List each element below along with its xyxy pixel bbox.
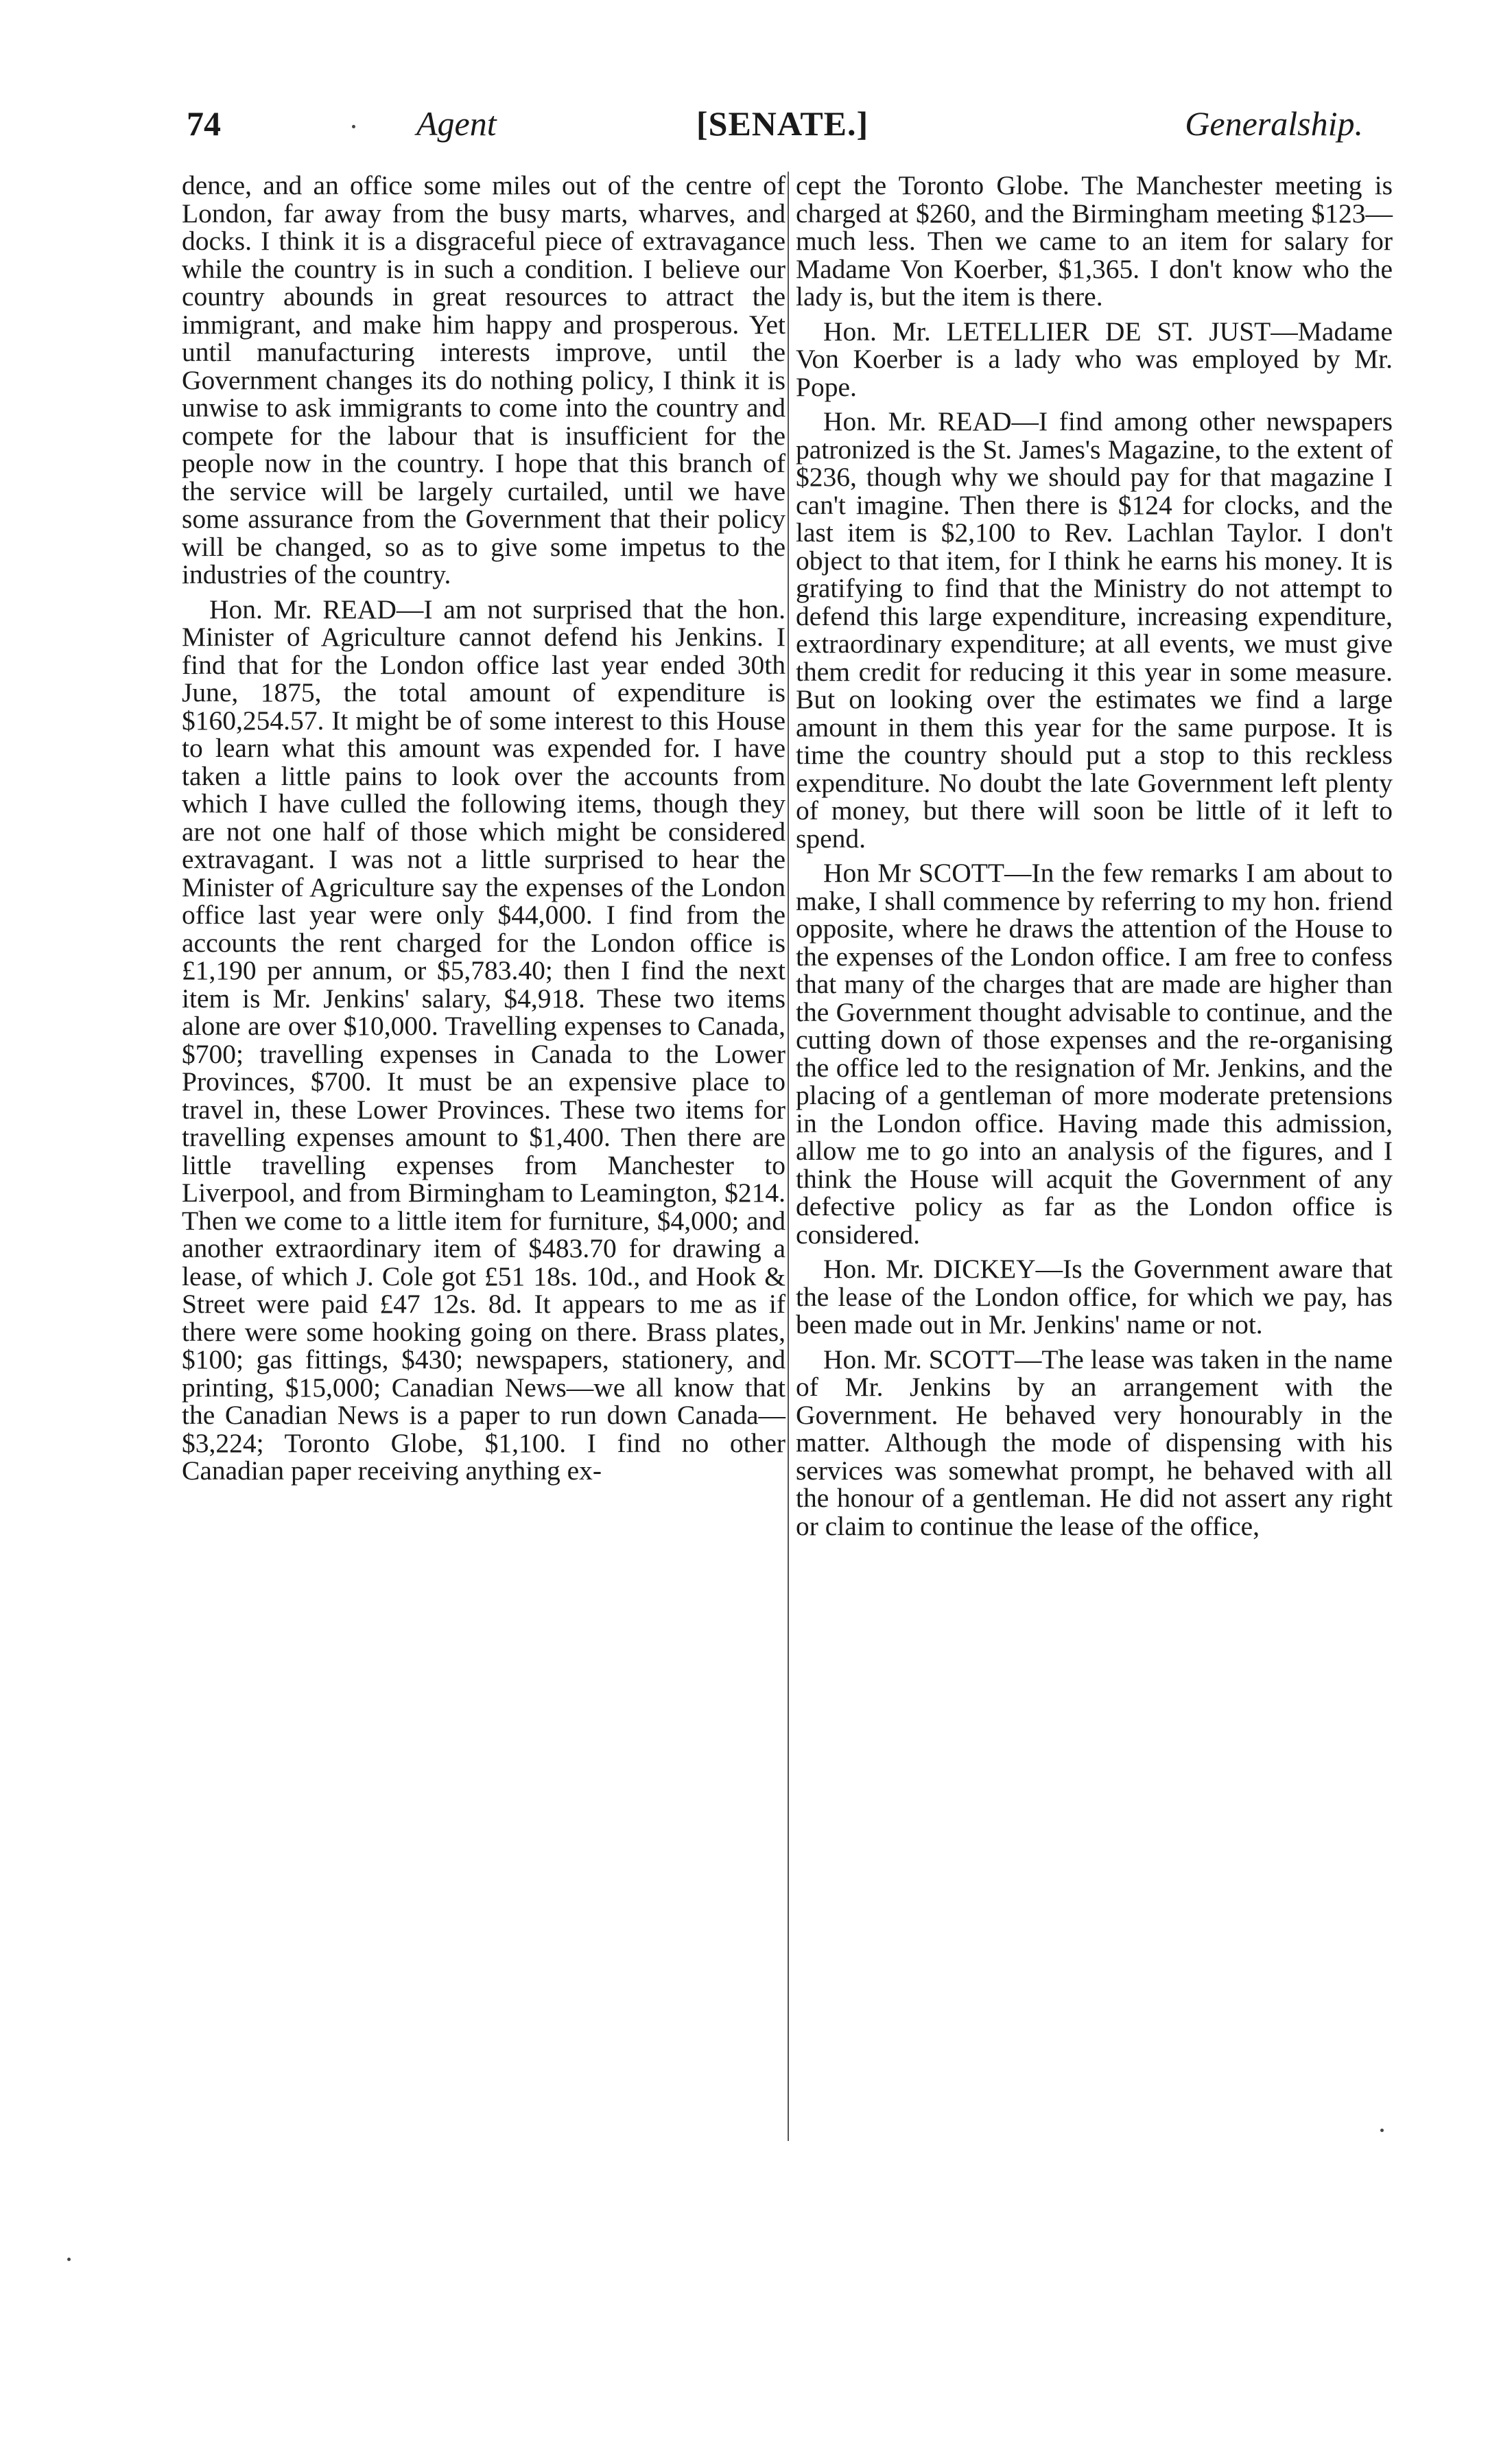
paragraph: Hon. Mr. LETELLIER DE ST. JUST—Madame Von Koerber is a lady who was employed by Mr. Pope. xyxy=(796,316,1393,402)
column-divider xyxy=(788,172,789,2141)
paragraph: Hon. Mr. READ—I am not surprised that the hon. Minister of Agriculture cannot defend his Jenkins. I find that for the London office last year ended 30th June, 1875, the total amount of expenditure is $160,254.57. It might be of some interest to this House to learn what this amount was expended for. I have taken a little pains to look over the accounts from which I have culled the following items, though they are not one half of those which might be considered extravagant. I was not a little surprised to hear the Minister of Agriculture say the expenses of the London office last year were only $44,000. I find from the accounts the rent charged for the London office is £1,190 per annum, or $5,783.40; then I find the next item is Mr. Jenkins' salary, $4,918. These two items alone are over $10,000. Travelling expenses to Canada, $700; travelling expenses in Canada to the Lower Provinces, $700. It must be an expensive place to travel in, these Lower Provinces. These two items for travelling expenses amount to $1,400. Then there are little travelling expenses from Manchester to Liverpool, and from Birmingham to Leamington, $214. Then we come to a little item for furniture, $4,000; and another extraordinary item of $483.70 for drawing a lease, of which J. Cole got £51 18s. 10d., and Hook & Street were paid £47 12s. 8d. It appears to me as if there were some hooking going on there. Brass plates, $100; gas fittings, $430; newspapers, stationery, and printing, $15,000; Canadian News—we all know that the Canadian News is a paper to run down Canada—$3,224; Toronto Globe, $1,100. I find no other Canadian paper receiving anything ex- xyxy=(182,594,785,1486)
print-speck xyxy=(67,2258,71,2261)
center-running-head: [SENATE.] xyxy=(696,104,869,143)
left-running-head: Agent xyxy=(416,104,497,143)
paragraph: Hon. Mr. SCOTT—The lease was taken in the name of Mr. Jenkins by an arrangement with the Government. He behaved very honourably in the matter. Although the mode of dispensing with his services was somewhat prompt, he behaved with all the honour of a gentleman. He did not assert any right or claim to continue the lease of the office, xyxy=(796,1344,1393,1541)
right-running-head: Generalship. xyxy=(1185,104,1363,143)
left-column xyxy=(182,172,785,1485)
paragraph: dence, and an office some miles out of the centre of London, far away from the busy marts, wharves, and docks. I think it is a disgraceful piece of extravagance while the country is in such a condition. I believe our country abounds in great resources to attract the immigrant, and make him happy and prosperous. Yet until manufacturing interests improve, until the Government changes its do nothing policy, I think it is unwise to ask immigrants to come into the country and compete for the labour that is insufficient for the people now in the country. I hope that this branch of the service will be largely curtailed, until we have some assurance from the Government that their policy will be changed, so as to give some impetus to the industries of the country. xyxy=(182,170,785,589)
page-number: 74 xyxy=(187,104,221,143)
print-speck xyxy=(1380,2129,1384,2132)
paragraph: cept the Toronto Globe. The Manchester meeting is charged at $260, and the Birmingham meeting $123—much less. Then we came to an item for salary for Madame Von Koerber, $1,365. I don't know who the lady is, but the item is there. xyxy=(796,170,1393,312)
right-column xyxy=(796,172,1393,1540)
print-speck xyxy=(352,125,355,128)
paragraph: Hon Mr SCOTT—In the few remarks I am about to make, I shall commence by referring to my hon. friend opposite, where he draws the attention of the House to the expenses of the London office. I am free to confess that many of the charges that are made are higher than the Government thought advisable to continue, and the cutting down of those expenses and the re-organising the office led to the resignation of Mr. Jenkins, and the placing of a gentleman of more moderate pretensions in the London office. Having made this admission, allow me to go into an analysis of the figures, and I think the House will acquit the Government of any defective policy as far as the London office is considered. xyxy=(796,858,1393,1250)
running-header xyxy=(180,96,1377,151)
paragraph: Hon. Mr. DICKEY—Is the Government aware that the lease of the London office, for which we pay, has been made out in Mr. Jenkins' name or not. xyxy=(796,1254,1393,1339)
paragraph: Hon. Mr. READ—I find among other newspapers patronized is the St. James's Magazine, to the extent of $236, though why we should pay for that magazine I can't imagine. Then there is $124 for clocks, and the last item is $2,100 to Rev. Lachlan Taylor. I don't object to that item, for I think he earns his money. It is gratifying to find that the Ministry do not attempt to defend this large expenditure, increasing expenditure, extraordinary expenditure; at all events, we must give them credit for reducing it this year in some measure. But on looking over the estimates we find a large amount in them this year for the same purpose. It is time the country should put a stop to this reckless expenditure. No doubt the late Government left plenty of money, but there will soon be little of it left to spend. xyxy=(796,406,1393,854)
